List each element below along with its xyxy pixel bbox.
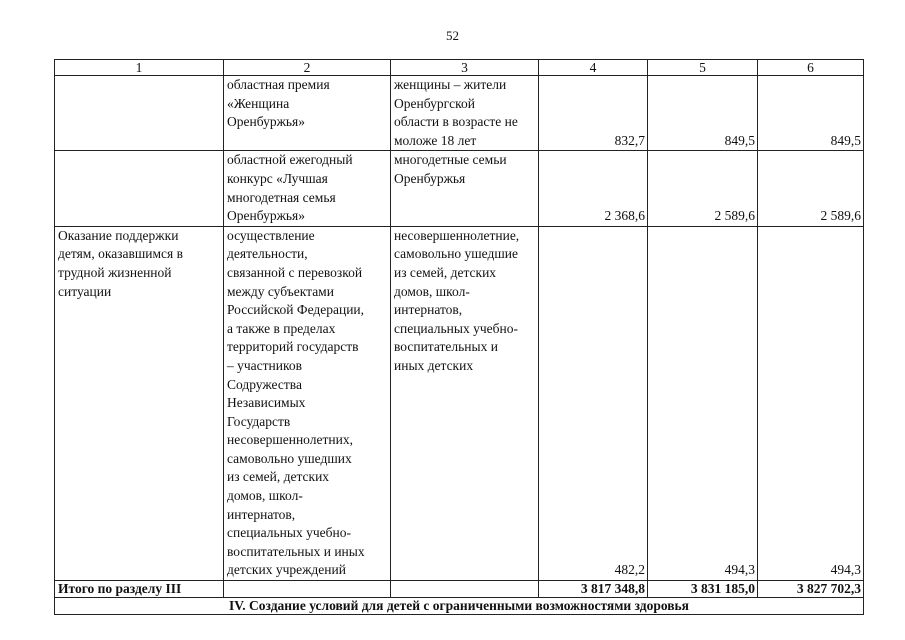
value-cell: 494,3 [648, 226, 758, 580]
cell-text: Оказание поддержки детям, оказавшимся в трудной жизненной ситуации [58, 227, 183, 299]
table-cell [224, 226, 391, 580]
value-cell: 2 368,6 [539, 151, 648, 226]
total-value: 3 831 185,0 [648, 581, 758, 598]
value-cell: 494,3 [758, 226, 864, 580]
table-row [55, 76, 864, 151]
table-cell [391, 151, 539, 226]
value-cell: 482,2 [539, 226, 648, 580]
table-cell [55, 76, 224, 151]
column-header: 2 [224, 60, 391, 76]
table-cell [391, 581, 539, 598]
table-header-row [55, 60, 864, 76]
total-value: 3 817 348,8 [539, 581, 648, 598]
section-heading-row [55, 598, 864, 615]
total-label: Итого по разделу III [55, 581, 224, 598]
table-cell [224, 581, 391, 598]
cell-text: осуществление деятельности, связанной с перевозкой между субъектами Российской Федерации, а также в пределах территорий государств – участников Содружества Независимых Государств несовершеннолетних, самовольно ушедших из семей, детских домов, школ- интернатов, специальных учебно- воспитательных и иных детских учреждений [227, 227, 365, 578]
table-row [55, 226, 864, 580]
table-cell [224, 76, 391, 151]
value-cell: 832,7 [539, 76, 648, 151]
table-cell [391, 76, 539, 151]
cell-text: несовершеннолетние, самовольно ушедшие из семей, детских домов, школ- интернатов, специальных учебно- воспитательных и иных детских [394, 227, 520, 373]
value-cell: 849,5 [758, 76, 864, 151]
data-table [54, 59, 864, 615]
column-header: 1 [55, 60, 224, 76]
table-row [55, 151, 864, 226]
table-cell [55, 151, 224, 226]
column-header: 3 [391, 60, 539, 76]
cell-text: областная премия «Женщина Оренбуржья» [227, 77, 330, 130]
column-header: 5 [648, 60, 758, 76]
value-cell: 849,5 [648, 76, 758, 151]
total-value: 3 827 702,3 [758, 581, 864, 598]
cell-text: многодетные семьи Оренбуржья [394, 152, 507, 186]
cell-text: женщины – жители Оренбургской области в возрасте не моложе 18 лет [394, 77, 518, 148]
page-number: 52 [446, 28, 459, 43]
table-cell [55, 226, 224, 580]
table-cell [391, 226, 539, 580]
value-cell: 2 589,6 [648, 151, 758, 226]
column-header: 4 [539, 60, 648, 76]
table-cell [224, 151, 391, 226]
total-row [55, 581, 864, 598]
cell-text: областной ежегодный конкурс «Лучшая многодетная семья Оренбуржья» [227, 152, 353, 224]
column-header: 6 [758, 60, 864, 76]
section-heading: IV. Создание условий для детей с ограниченными возможностями здоровья [55, 598, 864, 615]
value-cell: 2 589,6 [758, 151, 864, 226]
